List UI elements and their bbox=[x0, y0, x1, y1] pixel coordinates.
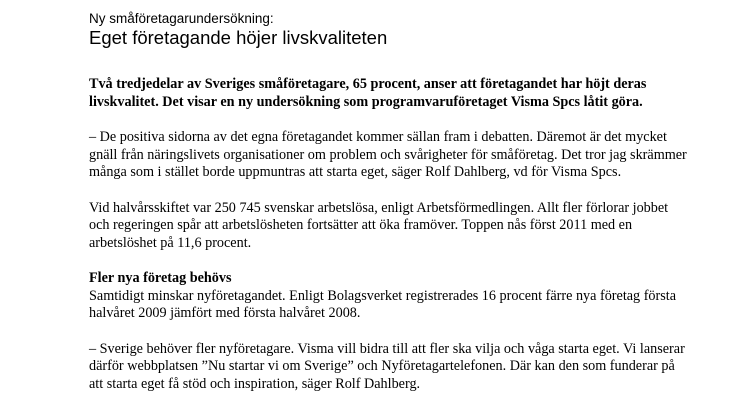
section-subheading: Fler nya företag behövs bbox=[89, 270, 232, 286]
headline: Eget företagande höjer livskvaliteten bbox=[89, 27, 388, 48]
kicker: Ny småföretagarundersökning: bbox=[89, 11, 274, 26]
press-release bbox=[89, 10, 689, 393]
body-paragraph-quote: – De positiva sidorna av det egna företagandet kommer sällan fram i debatten. Däremot är det mycket gnäll från näringslivets organisationer om problem och svårigheter för småföretag. Det tror jag skrämmer många som i stället borde uppmuntras att starta eget, säger Rolf Dahlberg, vd för Visma Spcs. bbox=[89, 129, 687, 180]
lead-paragraph: Två tredjedelar av Sveriges småföretagare, 65 procent, anser att företagandet har höjt deras livskvalitet. Det visar en ny undersökning som programvaruföretaget Visma Spcs låtit göra. bbox=[89, 76, 647, 110]
body-paragraph-unemployment: Vid halvårsskiftet var 250 745 svenskar arbetslösa, enligt Arbetsförmedlingen. Allt fler förlorar jobbet och regeringen spår att arbetslösheten fortsätter att öka framöver. Toppen nås först 2011 med en arbetslöshet på 11,6 procent. bbox=[89, 199, 669, 251]
section-paragraph-visma: – Sverige behöver fler nyföretagare. Visma vill bidra till att fler ska vilja och våga starta eget. Vi lanserar därför webbplatsen ”Nu startar vi om Sverige” och Nyföretagartelefonen. Där kan den som funderar på att starta eget få stöd och inspiration, säger Rolf Dahlberg. bbox=[89, 340, 685, 392]
section-paragraph-registrations: Samtidigt minskar nyföretagandet. Enligt Bolagsverket registrerades 16 procent färre nya företag första halvåret 2009 jämfört med första halvåret 2008. bbox=[89, 287, 677, 321]
